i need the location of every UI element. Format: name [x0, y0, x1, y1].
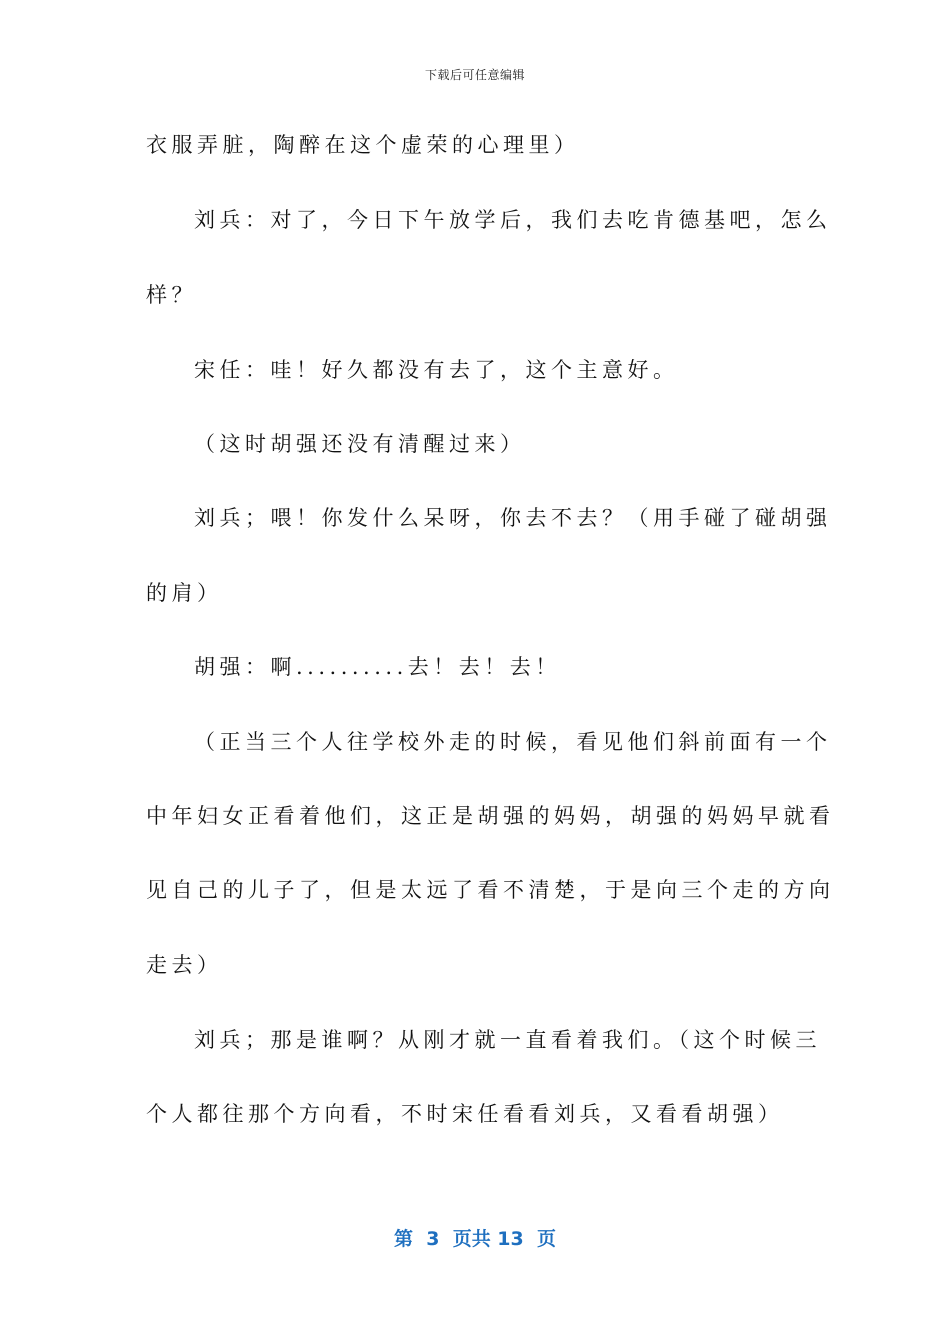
text-line: 个人都往那个方向看，不时宋任看看刘兵，又看看胡强） — [146, 1102, 784, 1126]
text-line: （正当三个人往学校外走的时候，看见他们斜前面有一个 — [194, 730, 832, 754]
text-line: 胡强：啊..........去！去！去！ — [194, 655, 561, 679]
text-line: 走去） — [146, 953, 223, 977]
text-line: 刘兵：对了，今日下午放学后，我们去吃肯德基吧，怎么 — [194, 208, 832, 232]
text-line: 刘兵；喂！你发什么呆呀，你去不去？（用手碰了碰胡强 — [194, 506, 832, 530]
text-line: 样？ — [146, 283, 197, 307]
text-line: 的肩） — [146, 581, 223, 605]
text-line: 衣服弄脏，陶醉在这个虚荣的心理里） — [146, 133, 580, 157]
text-line: （这时胡强还没有清醒过来） — [194, 432, 526, 456]
page-number-footer: 第 3 页共 13 页 — [394, 1228, 556, 1250]
text-line: 刘兵；那是谁啊？从刚才就一直看着我们。（这个时候三 — [194, 1028, 821, 1052]
text-line: 中年妇女正看着他们，这正是胡强的妈妈，胡强的妈妈早就看 — [146, 804, 835, 828]
page-header: 下载后可任意编辑 — [424, 68, 525, 82]
text-line: 宋任：哇！好久都没有去了，这个主意好。 — [194, 358, 679, 382]
text-line: 见自己的儿子了，但是太远了看不清楚，于是向三个走的方向 — [146, 878, 835, 902]
